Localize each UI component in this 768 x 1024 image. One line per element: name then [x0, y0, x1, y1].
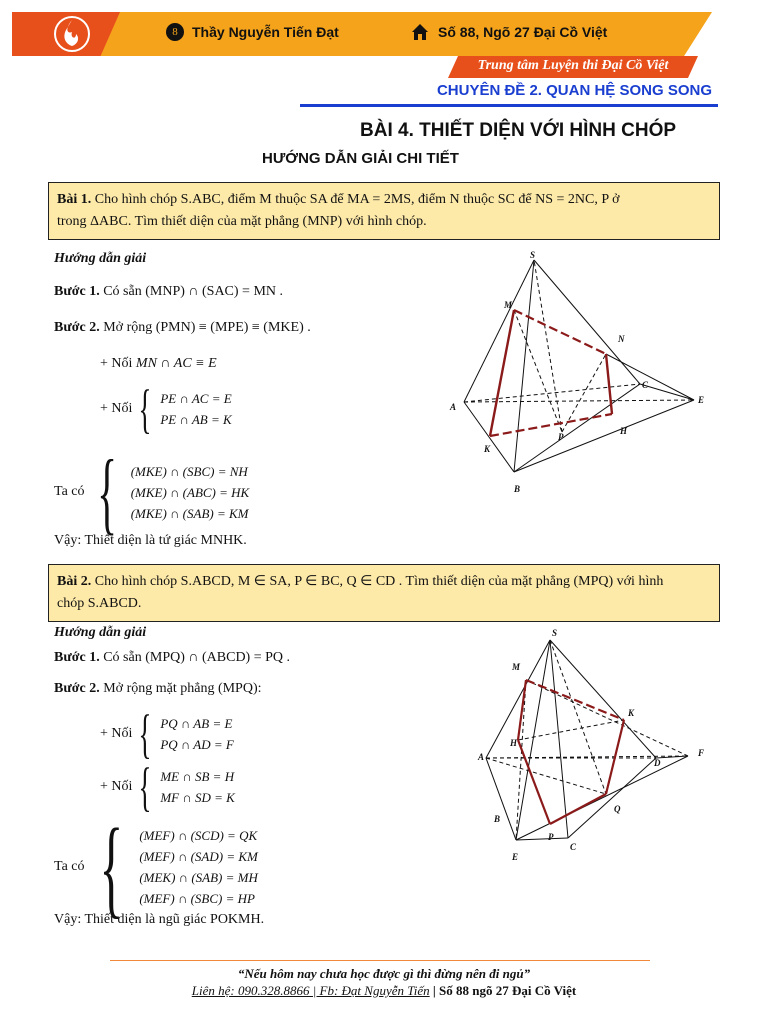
- step1-label: Bước 1.: [54, 284, 100, 299]
- fig2-label-q: Q: [614, 804, 621, 814]
- figure1-pyramid: [444, 246, 716, 496]
- problem1-box: [48, 182, 720, 240]
- brace: {: [138, 379, 152, 439]
- user-icon: 8: [166, 23, 184, 41]
- fig1-label-e: E: [698, 395, 705, 405]
- fig1-label-h: H: [620, 426, 628, 436]
- step1-text: Có sẵn (MPQ) ∩ (ABCD) = PQ .: [103, 650, 291, 665]
- teacher-name: Thầy Nguyễn Tiến Đạt: [192, 24, 339, 40]
- join-line: PQ ∩ AD = F: [160, 737, 234, 752]
- fig1-label-k: K: [484, 444, 491, 454]
- fig1-label-a: A: [450, 402, 457, 412]
- fig2-label-e: E: [512, 852, 519, 862]
- have-line: (MEK) ∩ (SAB) = MH: [139, 870, 258, 885]
- brace: {: [138, 704, 152, 764]
- fig2-label-h: H: [510, 738, 518, 748]
- step1-label: Bước 1.: [54, 650, 100, 665]
- guide-title: HƯỚNG DẪN GIẢI CHI TIẾT: [262, 150, 459, 167]
- contact-link[interactable]: Liên hệ: 090.328.8866 | Fb: Đạt Nguyễn Tiến: [191, 983, 430, 998]
- footer-divider: [110, 960, 650, 961]
- topic-underline: [300, 104, 718, 107]
- contact-address: | Số 88 ngõ 27 Đại Cồ Việt: [432, 983, 577, 998]
- problem1-text-2: trong ΔABC. Tìm thiết diện của mặt phẳng (MNP) với hình chóp.: [57, 214, 427, 229]
- fig2-label-s: S: [552, 628, 558, 638]
- fig2-label-k: K: [628, 708, 635, 718]
- problem2-step1: [54, 650, 290, 666]
- have-line: (MKE) ∩ (ABC) = HK: [130, 484, 250, 500]
- problem1-text-1: Cho hình chóp S.ABC, điểm M thuộc SA để MA = 2MS, điểm N thuộc SC để NS = 2NC, P ở: [94, 192, 620, 207]
- fig1-label-m: M: [504, 300, 513, 310]
- problem2-step2: [54, 681, 262, 697]
- join-prefix: + Nối: [100, 356, 133, 371]
- join-line: MF ∩ SD = K: [160, 790, 235, 805]
- footer-contact: [0, 983, 768, 999]
- problem2-text-1: Cho hình chóp S.ABCD, M ∈ SA, P ∈ BC, Q ∈ CD . Tìm thiết diện của mặt phẳng (MPQ) với hình: [94, 574, 664, 589]
- fig1-label-p: P: [558, 432, 564, 442]
- brace: {: [138, 757, 152, 817]
- fig2-label-d: D: [654, 758, 661, 768]
- center-name: Trung tâm Luyện thi Đại Cồ Việt: [477, 58, 669, 73]
- fig2-label-m: M: [512, 662, 521, 672]
- step2-text: Mở rộng mặt phẳng (MPQ):: [103, 681, 262, 696]
- problem1-join2: [100, 379, 232, 439]
- topic-title: CHUYÊN ĐỀ 2. QUAN HỆ SONG SONG: [436, 82, 712, 99]
- have-line: (MEF) ∩ (SAD) = KM: [139, 849, 258, 864]
- problem1-label: Bài 1.: [57, 192, 92, 207]
- problem1-join1: [100, 356, 217, 372]
- problem1-solution-title: Hướng dẫn giải: [54, 251, 147, 266]
- fig2-label-c: C: [570, 842, 577, 852]
- fig2-label-b: B: [494, 814, 501, 824]
- fig2-label-p: P: [548, 832, 554, 842]
- problem2-solution-title: Hướng dẫn giải: [54, 625, 147, 640]
- problem2-conclusion: Vậy: Thiết diện là ngũ giác POKMH.: [54, 912, 265, 927]
- have-line: (MKE) ∩ (SAB) = KM: [130, 505, 249, 521]
- have-line: (MEF) ∩ (SCD) = QK: [139, 828, 258, 843]
- fig2-label-a: A: [478, 752, 485, 762]
- we-have-label: Ta có: [54, 859, 85, 874]
- fig2-label-f: F: [698, 748, 705, 758]
- center-address: Số 88, Ngõ 27 Đại Cồ Việt: [438, 24, 608, 40]
- step2-text: Mở rộng (PMN) ≡ (MPE) ≡ (MKE) .: [103, 320, 311, 335]
- flame-logo-icon: [12, 12, 102, 56]
- join-line: ME ∩ SB = H: [160, 769, 235, 784]
- join-line: PE ∩ AB = K: [160, 412, 232, 427]
- join-prefix: + Nối: [100, 779, 133, 794]
- join-expression: MN ∩ AC ≡ E: [135, 356, 217, 371]
- problem1-step2: [54, 320, 311, 336]
- join-line: PQ ∩ AB = E: [160, 716, 233, 731]
- fig1-label-s: S: [530, 250, 536, 260]
- we-have-label: Ta có: [54, 484, 85, 499]
- home-icon: [410, 22, 430, 47]
- step2-label: Bước 2.: [54, 320, 100, 335]
- footer-quote: “Nếu hôm nay chưa học được gì thì đừng nên đi ngủ”: [237, 966, 531, 981]
- problem1-conclusion: Vậy: Thiết diện là tứ giác MNHK.: [54, 533, 247, 548]
- step1-text: Có sẵn (MNP) ∩ (SAC) = MN .: [103, 284, 284, 299]
- join-prefix: + Nối: [100, 401, 133, 416]
- problem2-label: Bài 2.: [57, 574, 92, 589]
- join-prefix: + Nối: [100, 726, 133, 741]
- step2-label: Bước 2.: [54, 681, 100, 696]
- brace: {: [99, 806, 123, 928]
- problem2-join1: [100, 704, 234, 764]
- fig1-label-n: N: [618, 334, 625, 344]
- brace: {: [96, 441, 117, 543]
- figure2-pyramid: [476, 626, 716, 866]
- fig1-label-b: B: [514, 484, 521, 494]
- problem2-text-2: chóp S.ABCD.: [57, 596, 142, 611]
- lesson-title: BÀI 4. THIẾT DIỆN VỚI HÌNH CHÓP: [360, 120, 677, 141]
- have-line: (MKE) ∩ (SBC) = NH: [130, 463, 248, 479]
- join-line: PE ∩ AC = E: [160, 391, 232, 406]
- have-line: (MEF) ∩ (SBC) = HP: [139, 891, 255, 906]
- problem2-box: [48, 564, 720, 622]
- problem2-we-have: [54, 806, 258, 928]
- fig1-label-c: C: [642, 380, 649, 390]
- problem1-step1: [54, 284, 283, 300]
